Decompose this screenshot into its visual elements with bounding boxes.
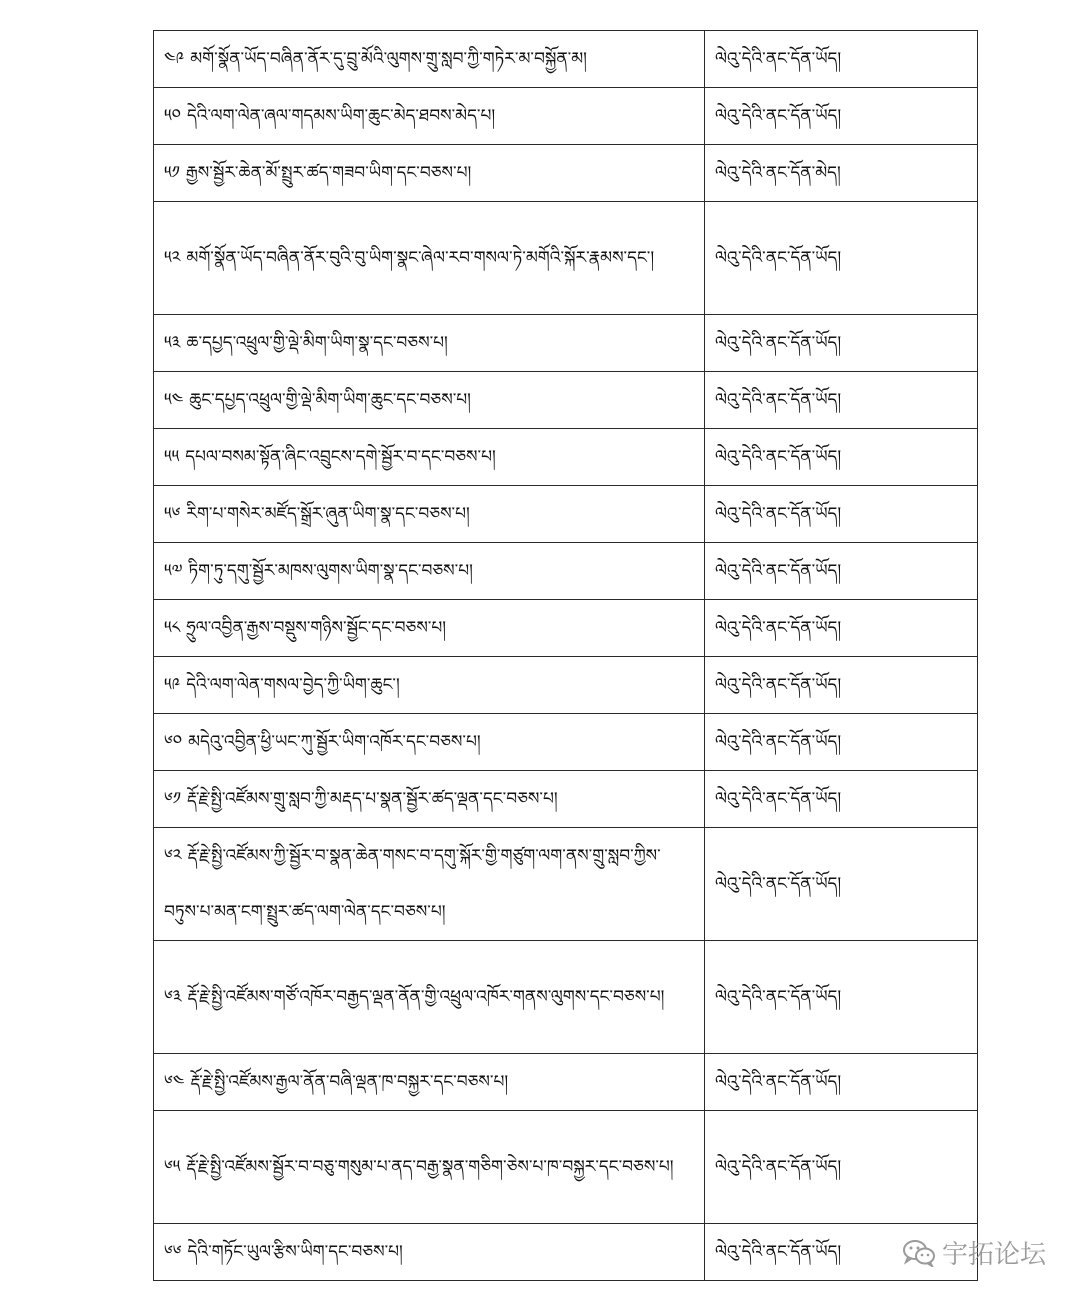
item-cell bbox=[154, 145, 705, 202]
status-cell: ལེའུ་དེའི་ནང་དོན་ཡོད། bbox=[705, 31, 978, 88]
item-text: རིག་པ་གསེར་མཛོད་སྒྲོར་ཞུན་ཡིག་སྣ་དང་བཅས་པ། bbox=[186, 503, 470, 524]
item-cell bbox=[154, 1054, 705, 1111]
item-cell bbox=[154, 941, 705, 1054]
status-cell: ལེའུ་དེའི་ནང་དོན་ཡོད། bbox=[705, 315, 978, 372]
item-text: མདེའུ་འབྱིན་ཕྱི་ཡང་ཀུ་སྦྱོར་ཡིག་འཁོར་དང་བཅས་པ། bbox=[188, 731, 481, 752]
status-cell: ལེའུ་དེའི་ནང་དོན་ཡོད། bbox=[705, 714, 978, 771]
item-text: མགོ་སྣོན་ཡོད་བཞིན་ནོར་བུའི་བུ་ཡིག་སྣང་ཞེལ་རབ་གསལ་ཏེ་མགོའི་སྐོར་རྣམས་དང་། bbox=[186, 248, 655, 268]
item-cell bbox=[154, 31, 705, 88]
item-text: ཆ་དཔྱད་འཕྲུལ་གྱི་ལྡེ་མིག་ཡིག་སྣ་དང་བཅས་པ། bbox=[186, 332, 448, 353]
table-row bbox=[154, 1054, 978, 1111]
status-cell: ལེའུ་དེའི་ནང་དོན་མེད། bbox=[705, 145, 978, 202]
item-text: དེའི་ལག་ལེན་ཞལ་གདམས་ཡིག་ཆུང་མེད་ཐབས་མེད་པ། bbox=[186, 105, 496, 126]
table-row bbox=[154, 88, 978, 145]
table-row bbox=[154, 600, 978, 657]
table-row bbox=[154, 429, 978, 486]
table-row bbox=[154, 771, 978, 828]
item-number: ༤༩ bbox=[164, 48, 185, 69]
status-cell: ལེའུ་དེའི་ནང་དོན་ཡོད། bbox=[705, 486, 978, 543]
item-text: དེའི་ལག་ལེན་གསལ་བྱེད་ཀྱི་ཡིག་ཆུང་། bbox=[186, 674, 400, 695]
table-row bbox=[154, 714, 978, 771]
item-number: ༦༤ bbox=[164, 1071, 185, 1092]
item-text: རྡོ་རྗེ་སྤྱི་འཛོམས་སྦྱོར་བ་བཅུ་གསུམ་པ་ནད་བརྒྱ་སྣན་གཅིག་ཅེས་པ་ཁ་བསྐྱར་དང་བཅས་པ། bbox=[186, 1157, 674, 1177]
item-text: དཔལ་བསམ་སྟོན་ཞིང་འབྲུངས་དགེ་སྦྱོར་བ་དང་བཅས་པ། bbox=[185, 446, 496, 467]
wechat-icon bbox=[902, 1239, 936, 1267]
item-number: ༦༡ bbox=[164, 788, 181, 809]
status-cell: ལེའུ་དེའི་ནང་དོན་ཡོད། bbox=[705, 1224, 978, 1281]
status-cell: ལེའུ་དེའི་ནང་དོན་ཡོད། bbox=[705, 828, 978, 941]
item-number: ༦༣ bbox=[164, 987, 182, 1007]
item-number: ༦༥ bbox=[164, 1157, 181, 1177]
item-number: ༥༤ bbox=[164, 389, 184, 410]
item-number: ༥༠ bbox=[164, 105, 181, 126]
item-text: མགོ་སྣོན་ཡོད་བཞིན་ནོར་དུ་བྲུ་མོའི་ལུགས་གྲུ་སླབ་ཀྱི་གཏེར་མ་བསྐྱོན་མ། bbox=[190, 48, 587, 69]
item-cell bbox=[154, 1224, 705, 1281]
item-text: རྒྱས་སྦྱོར་ཆེན་མོ་སྤྲུར་ཚད་གཟབ་ཡིག་དང་བཅས་པ། bbox=[185, 162, 472, 183]
item-number: ༥༣ bbox=[164, 332, 181, 353]
table-row bbox=[154, 202, 978, 315]
item-number: ༥༦ bbox=[164, 503, 181, 524]
status-cell: ལེའུ་དེའི་ནང་དོན་ཡོད། bbox=[705, 372, 978, 429]
item-number: ༥༧ bbox=[164, 560, 183, 581]
table-row bbox=[154, 828, 978, 941]
item-cell bbox=[154, 828, 705, 941]
table-row bbox=[154, 145, 978, 202]
watermark bbox=[902, 1234, 1046, 1271]
item-cell bbox=[154, 315, 705, 372]
table-row bbox=[154, 657, 978, 714]
item-text: ཆུང་དཔྱད་འཕྲུལ་གྱི་ལྡེ་མིག་ཡིག་ཆུང་དང་བཅས་པ། bbox=[189, 389, 471, 410]
item-cell bbox=[154, 714, 705, 771]
item-cell bbox=[154, 372, 705, 429]
status-cell: ལེའུ་དེའི་ནང་དོན་ཡོད། bbox=[705, 429, 978, 486]
item-number: ༥༩ bbox=[164, 674, 181, 695]
item-number: ༥༥ bbox=[164, 446, 180, 467]
item-text: རྡོ་རྗེ་སྤྱི་འཛོམས་གཙོ་འཁོར་བརྒྱད་ལྡན་ནོན་གྱི་འཕྲུལ་འཁོར་གནས་ལུགས་དང་བཅས་པ། bbox=[187, 987, 665, 1007]
item-text: དེའི་གཏོང་ཡུལ་རྩིས་ཡིག་དང་བཅས་པ། bbox=[187, 1241, 403, 1262]
table-row bbox=[154, 1224, 978, 1281]
status-cell: ལེའུ་དེའི་ནང་དོན་ཡོད། bbox=[705, 88, 978, 145]
status-cell: ལེའུ་དེའི་ནང་དོན་ཡོད། bbox=[705, 941, 978, 1054]
watermark-text: 宇拓论坛 bbox=[941, 1240, 1046, 1270]
item-number: ༦༦ bbox=[164, 1241, 182, 1262]
item-cell bbox=[154, 486, 705, 543]
table-row bbox=[154, 372, 978, 429]
table-row bbox=[154, 315, 978, 372]
item-cell bbox=[154, 657, 705, 714]
item-text: རྡོ་རྗེ་སྤྱི་འཛོམས་ཀྱི་སྦྱོར་བ་སྣན་ཆེན་གསང་བ་དགུ་སྐོར་གྱི་གཙུག་ལག་ནས་གྲུ་སླབ་ཀྱིས་བཏུས་པ་མན་ངག་སྤྲུར་ཚད་ལག་ལེན་དང་བཅས་པ། bbox=[164, 846, 661, 922]
item-number: ༦༠ bbox=[164, 731, 183, 752]
item-text: རྡོ་རྗེ་སྤྱི་འཛོམས་རྒྱལ་ནོན་བཞི་ལྡན་ཁ་བསྐྱར་དང་བཅས་པ། bbox=[190, 1071, 509, 1092]
content-table bbox=[153, 30, 978, 1281]
status-cell: ལེའུ་དེའི་ནང་དོན་ཡོད། bbox=[705, 657, 978, 714]
status-cell: ལེའུ་དེའི་ནང་དོན་ཡོད། bbox=[705, 202, 978, 315]
status-cell: ལེའུ་དེའི་ནང་དོན་ཡོད། bbox=[705, 771, 978, 828]
status-cell: ལེའུ་དེའི་ནང་དོན་ཡོད། bbox=[705, 543, 978, 600]
status-cell: ལེའུ་དེའི་ནང་དོན་ཡོད། bbox=[705, 600, 978, 657]
item-number: ༥༡ bbox=[164, 162, 180, 183]
item-text: ཧྲུལ་འབྱིན་རྒྱས་བསྡུས་གཉིས་སྦྱོང་དང་བཅས་པ། bbox=[186, 617, 447, 638]
item-number: ༥༢ bbox=[164, 248, 181, 268]
item-text: ཏིག་ཏུ་དགུ་སྦྱོར་མཁས་ལུགས་ཡིག་སྣ་དང་བཅས་པ། bbox=[188, 560, 473, 581]
item-number: ༦༢ bbox=[164, 846, 182, 866]
item-text: རྡོ་རྗེ་སྤྱི་འཛོམས་གྲུ་སླབ་ཀྱི་མརྡད་པ་སྣན་སྦྱོར་ཚད་ལྡན་དང་བཅས་པ། bbox=[187, 788, 558, 809]
table-row bbox=[154, 1111, 978, 1224]
table-row bbox=[154, 543, 978, 600]
status-cell: ལེའུ་དེའི་ནང་དོན་ཡོད། bbox=[705, 1111, 978, 1224]
item-cell bbox=[154, 600, 705, 657]
item-number: ༥༨ bbox=[164, 617, 181, 638]
item-cell bbox=[154, 429, 705, 486]
table-row bbox=[154, 31, 978, 88]
item-cell bbox=[154, 202, 705, 315]
item-cell bbox=[154, 88, 705, 145]
table-row bbox=[154, 941, 978, 1054]
item-cell bbox=[154, 543, 705, 600]
item-cell bbox=[154, 1111, 705, 1224]
table-row bbox=[154, 486, 978, 543]
item-cell bbox=[154, 771, 705, 828]
status-cell: ལེའུ་དེའི་ནང་དོན་ཡོད། bbox=[705, 1054, 978, 1111]
